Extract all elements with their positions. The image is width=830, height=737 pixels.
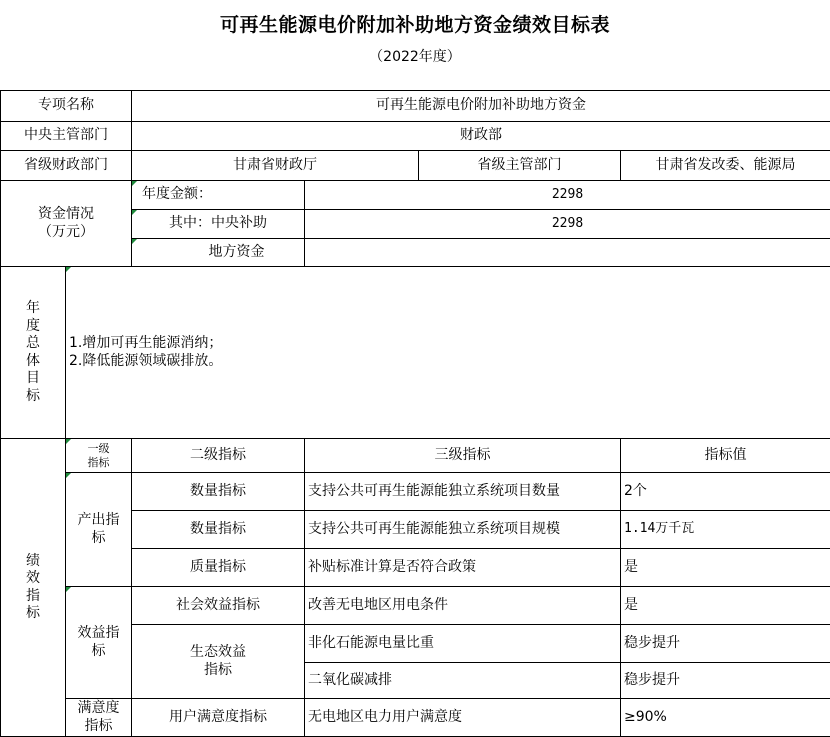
funds-annual-label: 年度金额： xyxy=(132,181,305,210)
table-row xyxy=(1,473,830,511)
output-label xyxy=(66,473,132,587)
benefit-label-line1: 效益指 xyxy=(77,625,120,641)
project-label: 专项名称 xyxy=(1,91,132,122)
indicators-char: 绩 xyxy=(26,552,40,569)
row-provincial xyxy=(1,151,830,181)
central-dept-label: 中央主管部门 xyxy=(1,122,132,151)
indicators-label xyxy=(1,439,66,737)
output-label-line1: 产出指 xyxy=(77,512,120,528)
annual-goal-char: 目 xyxy=(26,370,40,386)
indicators-char: 标 xyxy=(26,605,40,621)
header-level3: 三级指标 xyxy=(305,439,621,473)
provincial-dept-label: 省级主管部门 xyxy=(419,151,621,181)
funds-local-label: 地方资金 xyxy=(132,239,305,267)
output-level2: 数量指标 xyxy=(132,473,305,511)
header-level1 xyxy=(66,439,132,473)
annual-goal-line1: 1.增加可再生能源消纳； xyxy=(69,335,223,351)
header-level1-line2: 指标 xyxy=(87,455,110,469)
funds-local-value[interactable] xyxy=(305,239,830,267)
eco-level2-line2: 指标 xyxy=(204,661,232,678)
funds-label-line1: 资金情况 xyxy=(38,206,94,222)
satisfaction-level3[interactable]: 无电地区电力用户满意度 xyxy=(305,699,621,737)
provincial-finance-value[interactable]: 甘肃省财政厅 xyxy=(132,151,419,181)
annual-goal-char: 体 xyxy=(26,352,40,369)
eco-value[interactable]: 稳步提升 xyxy=(621,663,830,699)
annual-goal-label xyxy=(1,267,66,439)
eco-level3[interactable]: 非化石能源电量比重 xyxy=(305,625,621,663)
funds-central-value[interactable]: 2298 xyxy=(305,210,830,239)
funds-label-line2: （万元） xyxy=(38,223,94,240)
output-level3[interactable]: 支持公共可再生能源能独立系统项目数量 xyxy=(305,473,621,511)
table-row xyxy=(1,587,830,625)
central-dept-value[interactable]: 财政部 xyxy=(132,122,830,151)
annual-goal-content[interactable] xyxy=(66,267,830,439)
output-value[interactable]: 2个 xyxy=(621,473,830,511)
social-value[interactable]: 是 xyxy=(621,587,830,625)
performance-table xyxy=(0,90,830,737)
header-value: 指标值 xyxy=(621,439,830,473)
social-level2: 社会效益指标 xyxy=(132,587,305,625)
provincial-finance-label: 省级财政部门 xyxy=(1,151,132,181)
provincial-dept-value[interactable]: 甘肃省发改委、能源局 xyxy=(621,151,830,181)
row-indicator-header xyxy=(1,439,830,473)
annual-goal-line2: 2.降低能源领域碳排放。 xyxy=(69,352,223,369)
output-level2: 数量指标 xyxy=(132,511,305,549)
satisfaction-level2: 用户满意度指标 xyxy=(132,699,305,737)
header-level2: 二级指标 xyxy=(132,439,305,473)
page-subtitle: （2022年度） xyxy=(369,49,461,65)
annual-goal-char: 度 xyxy=(26,317,40,334)
eco-level2-line1: 生态效益 xyxy=(190,644,246,660)
output-label-line2: 标 xyxy=(91,529,106,546)
output-level2: 质量指标 xyxy=(132,549,305,587)
row-central-dept xyxy=(1,122,830,151)
output-level3[interactable]: 支持公共可再生能源能独立系统项目规模 xyxy=(305,511,621,549)
eco-value[interactable]: 稳步提升 xyxy=(621,625,830,663)
benefit-label xyxy=(66,587,132,699)
benefit-label-line2: 标 xyxy=(91,642,106,659)
funds-annual-value[interactable]: 2298 xyxy=(305,181,830,210)
indicators-char: 指 xyxy=(26,587,40,604)
funds-central-label: 其中：中央补助 xyxy=(132,210,305,239)
header-level1-line1: 一级 xyxy=(87,441,110,455)
satisfaction-label xyxy=(66,699,132,737)
row-annual-goal xyxy=(1,267,830,439)
eco-level2 xyxy=(132,625,305,699)
project-value[interactable]: 可再生能源电价附加补助地方资金 xyxy=(132,91,830,122)
table-row xyxy=(1,699,830,737)
annual-goal-char: 标 xyxy=(26,387,40,404)
eco-level3[interactable]: 二氧化碳减排 xyxy=(305,663,621,699)
row-project xyxy=(1,91,830,122)
funds-label xyxy=(1,181,132,267)
indicators-char: 效 xyxy=(26,570,40,586)
annual-goal-char: 总 xyxy=(26,335,40,351)
annual-goal-char: 年 xyxy=(26,300,40,316)
output-level3[interactable]: 补贴标准计算是否符合政策 xyxy=(305,549,621,587)
row-funds-annual xyxy=(1,181,830,210)
output-value[interactable]: 1.14万千瓦 xyxy=(621,511,830,549)
output-value[interactable]: 是 xyxy=(621,549,830,587)
satisfaction-label-line1: 满意度 xyxy=(77,700,120,716)
page-title: 可再生能源电价附加补助地方资金绩效目标表 xyxy=(219,14,610,36)
social-level3[interactable]: 改善无电地区用电条件 xyxy=(305,587,621,625)
satisfaction-value[interactable]: ≥90% xyxy=(621,699,830,737)
satisfaction-label-line2: 指标 xyxy=(84,717,113,734)
